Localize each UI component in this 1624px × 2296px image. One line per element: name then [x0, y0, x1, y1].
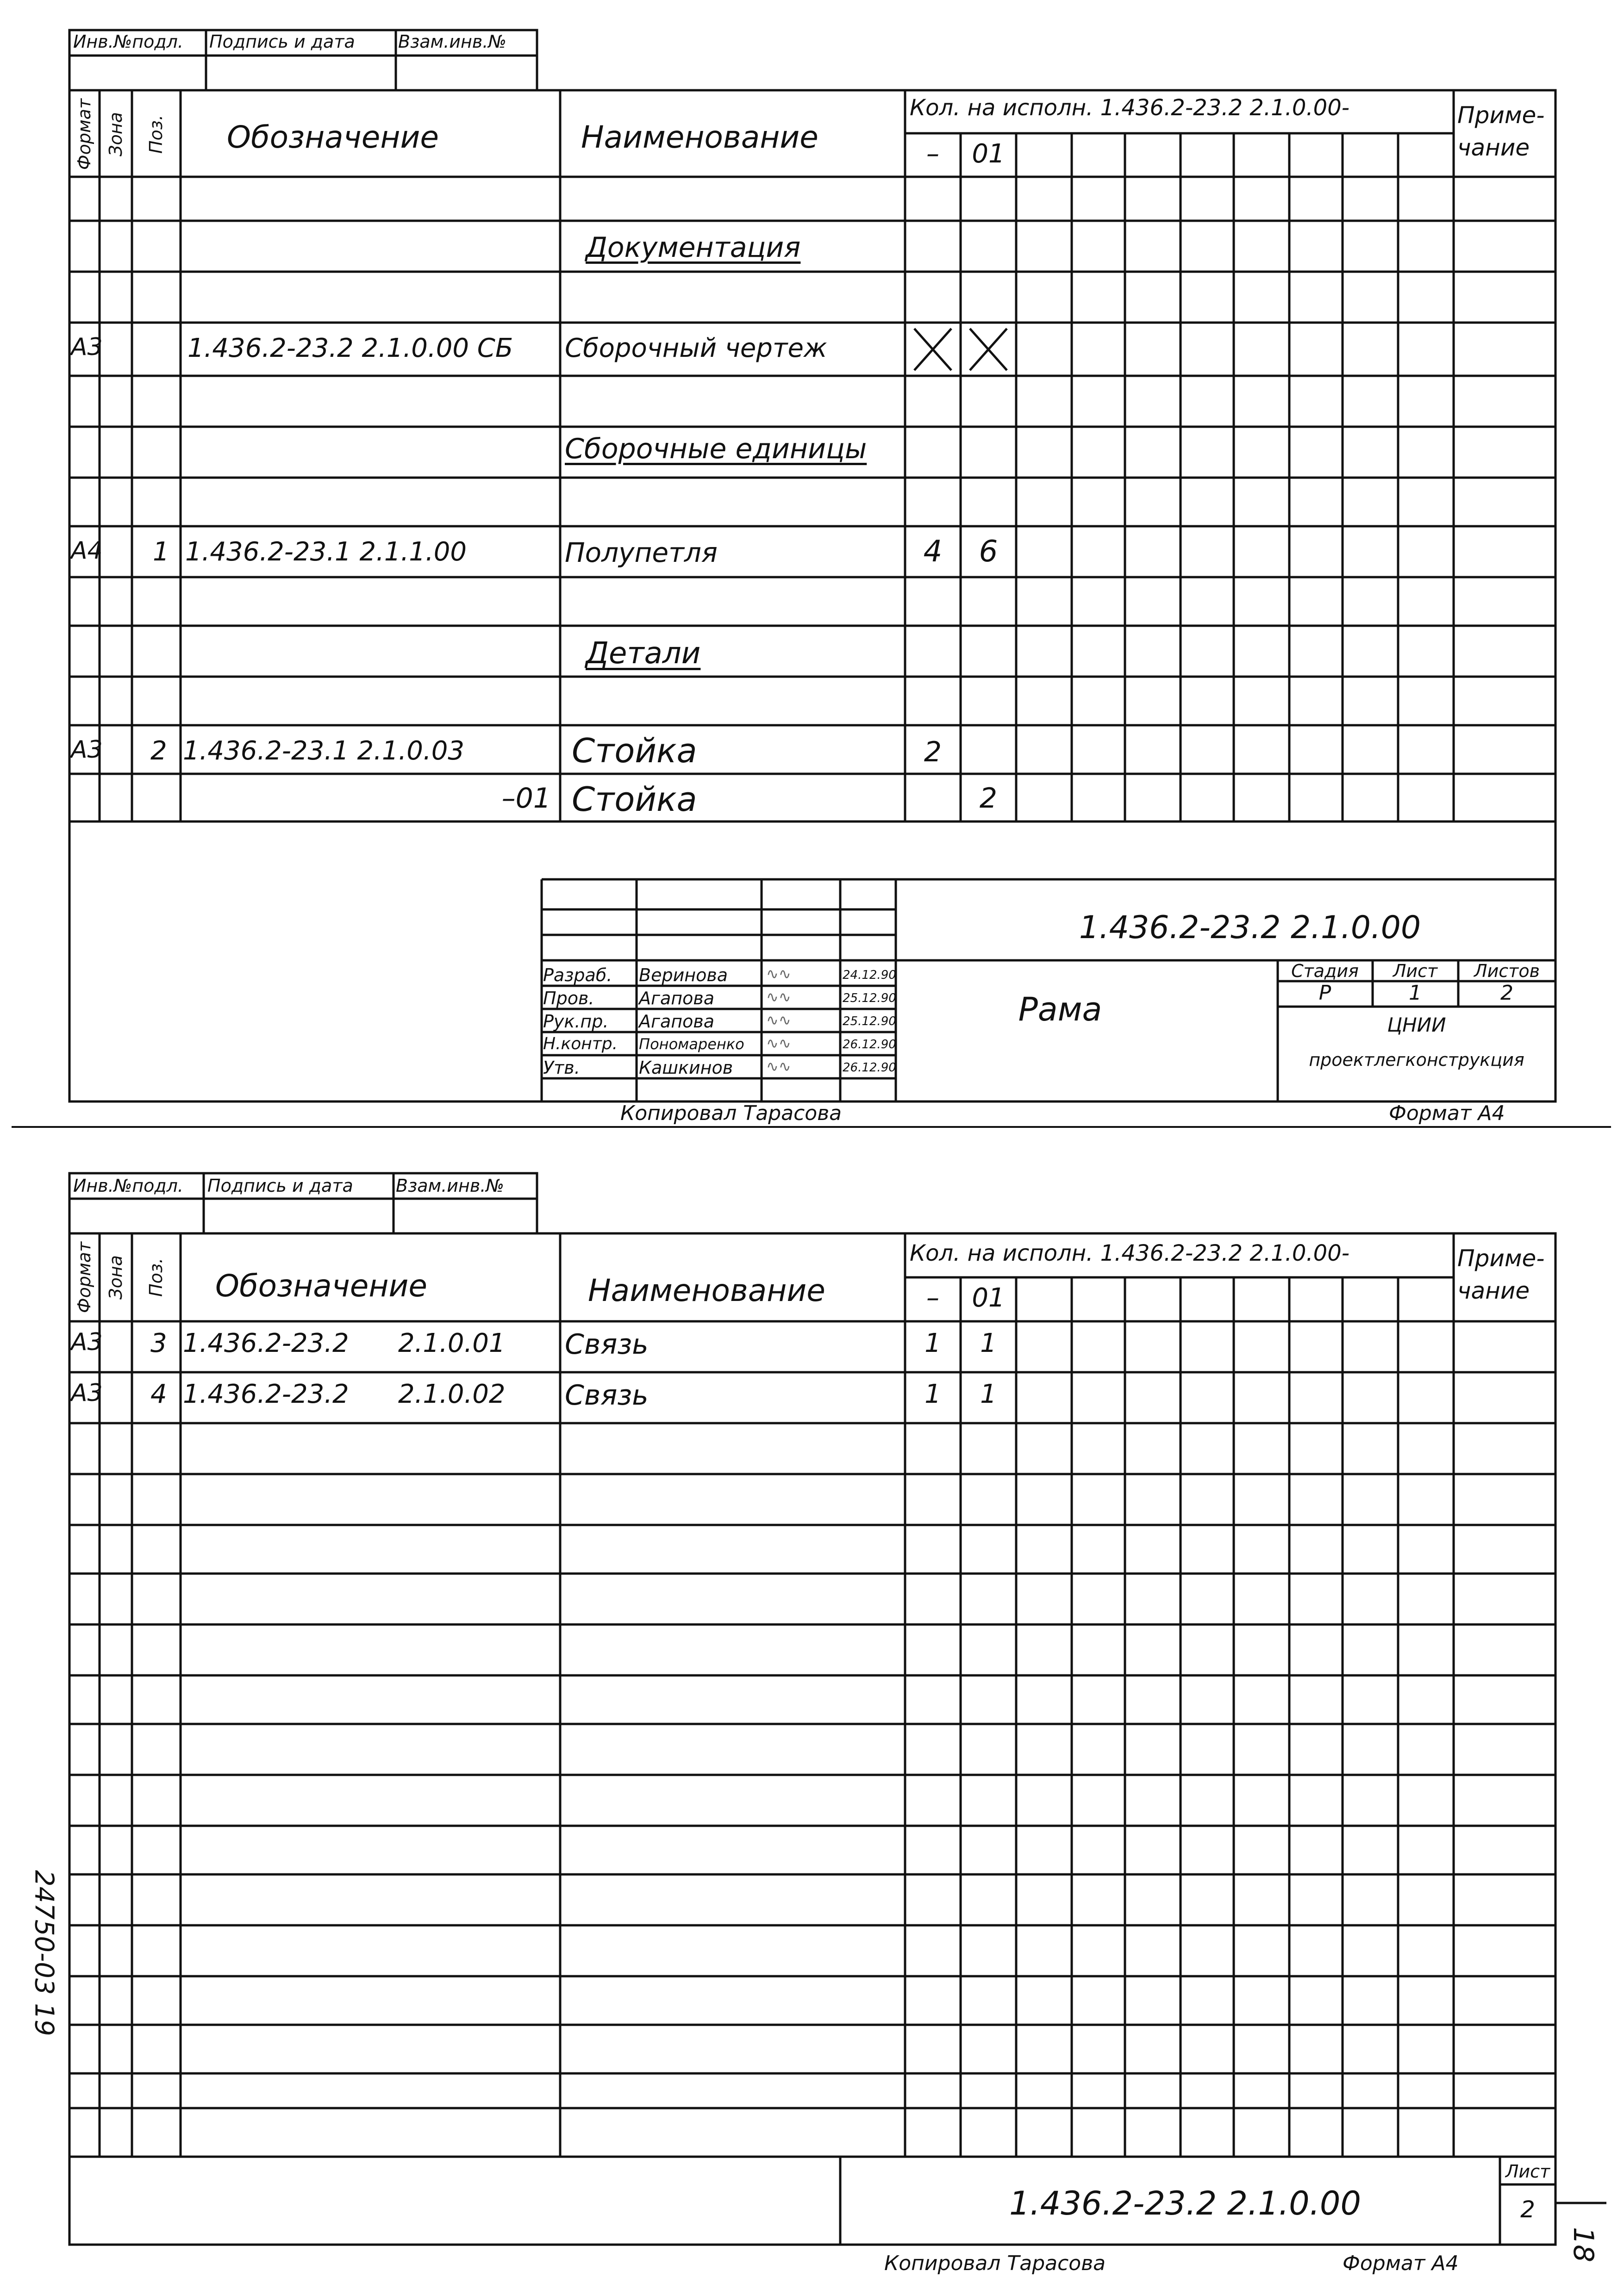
section-assembly-units: Сборочные единицы	[565, 433, 867, 465]
row-designation: 1.436.2-23.2	[183, 1328, 349, 1358]
header-col-dash: –	[926, 1283, 939, 1313]
row-name: Связь	[565, 1328, 649, 1361]
header-prim-1: Приме-	[1457, 102, 1545, 129]
row-2-designation: 1.436.2-23.1 2.1.0.03	[183, 736, 464, 766]
role-name: Агапова	[639, 1011, 715, 1032]
role-date: 26.12.90	[843, 1061, 896, 1075]
row-2-pos: 2	[150, 736, 167, 766]
title-sheets-header: Листов	[1474, 961, 1540, 981]
row-designation: 1.436.2-23.2	[183, 1379, 349, 1409]
role-label: Н.контр.	[543, 1034, 618, 1053]
header-format: Формат	[74, 1241, 94, 1313]
row-q2: 1	[980, 1379, 997, 1409]
role-date: 26.12.90	[843, 1038, 896, 1052]
header-format: Формат	[74, 98, 94, 170]
row-1-name: Полупетля	[565, 537, 718, 568]
row-1-format: А4	[71, 537, 103, 565]
footer-sheet: 2	[1520, 2196, 1535, 2223]
header-col-01: 01	[972, 139, 1005, 169]
title-org-1: ЦНИИ	[1387, 1014, 1446, 1036]
header-zona: Зона	[106, 112, 126, 156]
header-poz: Поз.	[146, 114, 166, 154]
header-prim-1: Приме-	[1457, 1245, 1545, 1272]
header-kol: Кол. на исполн. 1.436.2-23.2 2.1.0.00-	[910, 1240, 1350, 1266]
row-sb-designation: 1.436.2-23.2 2.1.0.00 СБ	[187, 333, 513, 363]
footer-sheet-header: Лист	[1505, 2161, 1550, 2182]
section-documentation: Документация	[586, 231, 801, 264]
header-poz: Поз.	[146, 1257, 166, 1297]
row-format: А3	[71, 1328, 103, 1356]
stamp-inv-podl: Инв.№подл.	[73, 1176, 184, 1196]
row-pos: 4	[150, 1379, 167, 1409]
page-number: 18	[1567, 2227, 1599, 2263]
row-sb-name: Сборочный чертеж	[565, 333, 827, 363]
role-name: Агапова	[639, 988, 715, 1008]
role-label: Утв.	[543, 1058, 580, 1078]
stamp-podpis: Подпись и дата	[207, 1176, 353, 1196]
stamp-inv-podl: Инв.№подл.	[73, 31, 184, 52]
section-details: Детали	[586, 636, 701, 671]
copied-by: Копировал Тарасова	[620, 1101, 842, 1125]
row-designation-2: 2.1.0.01	[398, 1328, 506, 1358]
header-naimenovanie: Наименование	[581, 119, 818, 155]
header-prim-2: чание	[1457, 1277, 1530, 1304]
title-name: Рама	[1018, 990, 1102, 1028]
title-sheet-header: Лист	[1393, 961, 1438, 981]
row-1-q1: 4	[923, 535, 943, 569]
row-q2: 1	[980, 1328, 997, 1358]
role-name: Пономаренко	[639, 1035, 744, 1053]
title-stage: Р	[1318, 981, 1331, 1005]
title-org-2: проектлегконструкция	[1309, 1050, 1524, 1070]
row-q1: 1	[924, 1328, 941, 1358]
role-name: Веринова	[639, 965, 728, 985]
header-zona: Зона	[106, 1255, 126, 1300]
row-q1: 1	[924, 1379, 941, 1409]
copied-by: Копировал Тарасова	[884, 2252, 1106, 2275]
signature: ∿∿	[766, 1034, 791, 1052]
signature: ∿∿	[766, 988, 791, 1006]
row-1-q2: 6	[979, 535, 998, 569]
row-name: Связь	[565, 1379, 649, 1412]
row-1-pos: 1	[153, 537, 169, 567]
role-label: Рук.пр.	[543, 1011, 609, 1032]
header-naimenovanie: Наименование	[588, 1273, 825, 1308]
role-date: 25.12.90	[843, 991, 896, 1005]
role-label: Пров.	[543, 988, 594, 1008]
row-format: А3	[71, 1379, 103, 1407]
header-prim-2: чание	[1457, 134, 1530, 161]
stamp-vzam: Взам.инв.№	[398, 31, 506, 52]
format-label: Формат А4	[1343, 2252, 1459, 2275]
stamp-podpis: Подпись и дата	[209, 31, 355, 52]
row-2-format: А3	[71, 736, 103, 764]
row-designation-2: 2.1.0.02	[398, 1379, 506, 1409]
signature: ∿∿	[766, 1011, 791, 1029]
header-kol: Кол. на исполн. 1.436.2-23.2 2.1.0.00-	[910, 95, 1350, 121]
title-sheets: 2	[1500, 981, 1513, 1005]
header-oboznachenie: Обозначение	[215, 1268, 427, 1304]
header-col-01: 01	[972, 1283, 1005, 1313]
signature: ∿∿	[766, 1058, 791, 1075]
title-code: 1.436.2-23.2 2.1.0.00	[1079, 909, 1421, 946]
format-label: Формат А4	[1389, 1101, 1505, 1125]
role-label: Разраб.	[543, 965, 612, 985]
stamp-vzam: Взам.инв.№	[396, 1176, 504, 1196]
role-name: Кашкинов	[639, 1058, 733, 1078]
role-date: 24.12.90	[843, 968, 896, 982]
role-date: 25.12.90	[843, 1014, 896, 1028]
row-2b-q2: 2	[979, 782, 998, 815]
row-2-name: Стойка	[572, 731, 697, 770]
header-col-dash: –	[926, 139, 939, 169]
title-stage-header: Стадия	[1291, 961, 1359, 981]
footer-code: 1.436.2-23.2 2.1.0.00	[1009, 2184, 1361, 2222]
title-sheet: 1	[1409, 981, 1422, 1005]
signature: ∿∿	[766, 965, 791, 983]
row-2b-name: Стойка	[572, 780, 697, 819]
row-1-designation: 1.436.2-23.1 2.1.1.00	[185, 537, 467, 567]
header-oboznachenie: Обозначение	[227, 119, 439, 155]
row-sb-format: А3	[71, 333, 103, 361]
row-2-q1: 2	[924, 736, 942, 768]
side-archive-number: 24750-03 19	[29, 1870, 59, 2036]
row-pos: 3	[150, 1328, 167, 1358]
row-2b-designation: –01	[501, 782, 551, 815]
